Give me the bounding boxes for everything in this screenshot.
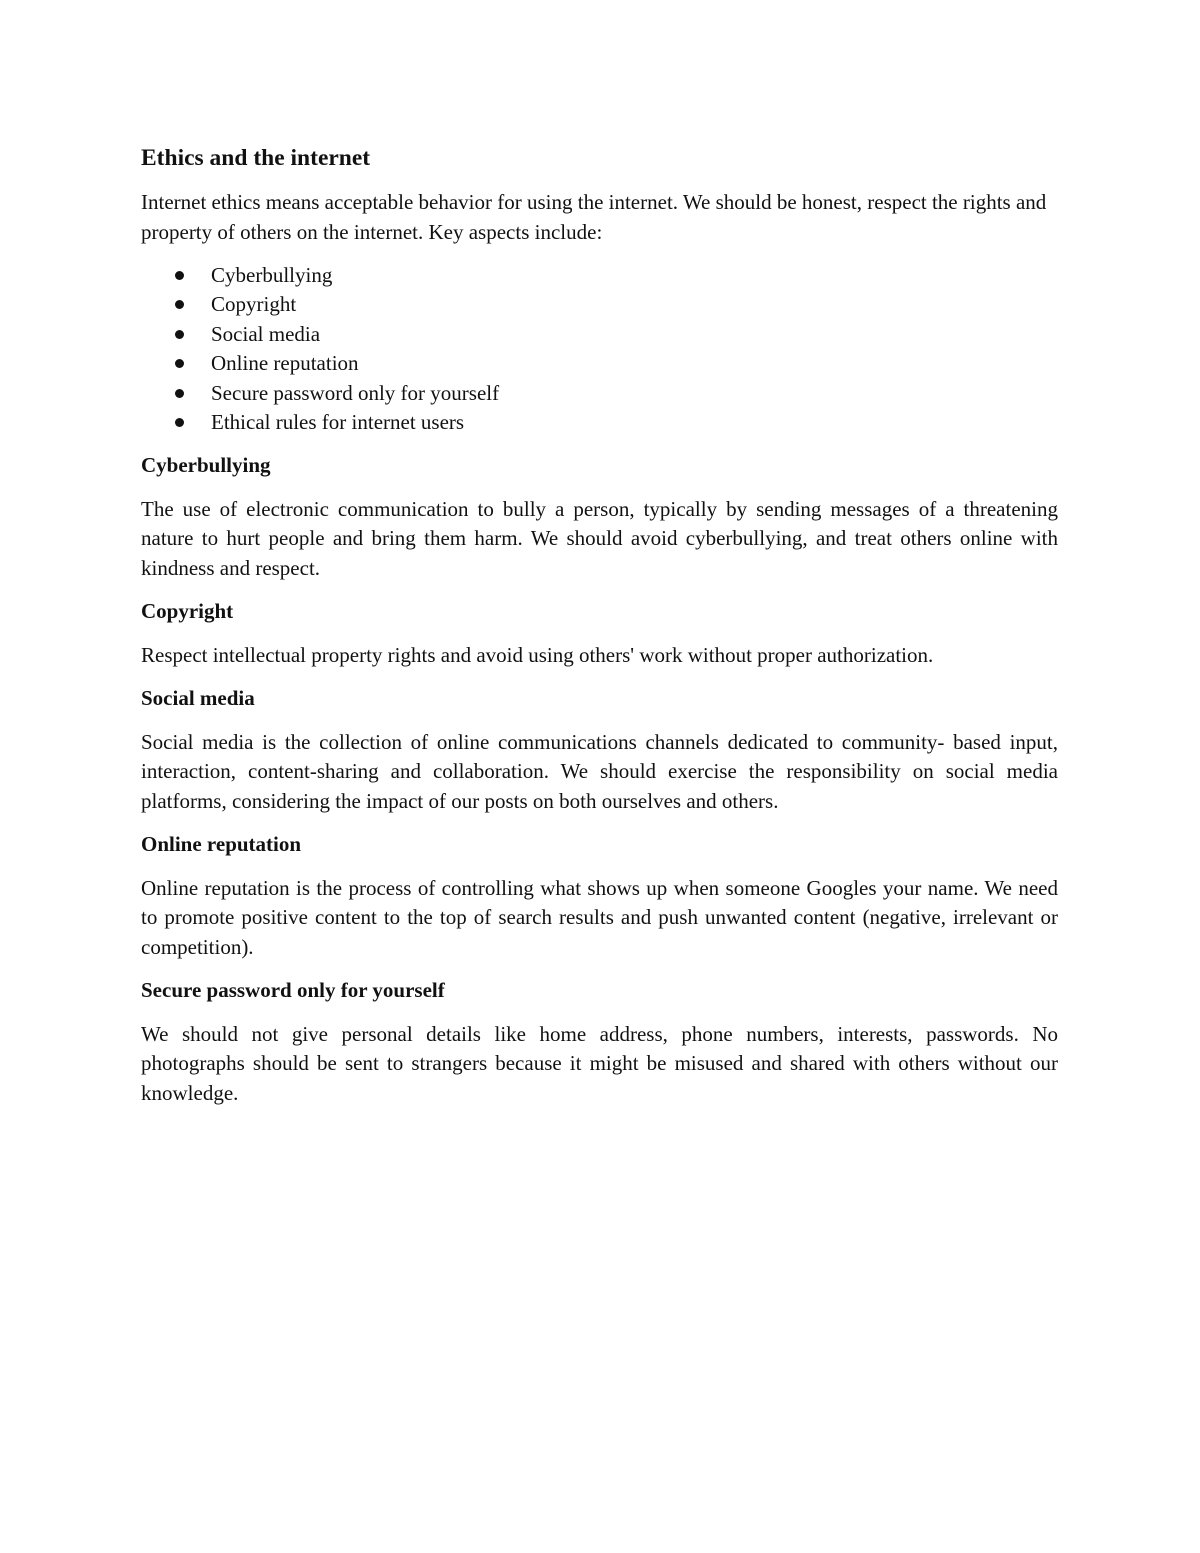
list-item: [141, 261, 1058, 290]
list-item: [141, 320, 1058, 349]
document-body: [141, 143, 1058, 1122]
list-item: [141, 379, 1058, 408]
list-item-label: Ethical rules for internet users: [211, 410, 465, 435]
list-item: [141, 349, 1058, 378]
list-item: [141, 290, 1058, 319]
section-body-social-media: Social media is the collection of online communications channels dedicated to community- based input, interaction, content-sharing and collaboration. We should exercise the responsibility on social media platforms, considering the impact of our posts on both ourselves and others.: [141, 729, 1058, 813]
list-item-label: Copyright: [211, 292, 297, 317]
bullet-icon: [175, 271, 184, 280]
section-heading-copyright: Copyright: [141, 599, 234, 624]
bullet-icon: [175, 359, 184, 368]
section-heading-online-reputation: Online reputation: [141, 832, 302, 857]
key-aspects-list: [141, 261, 1058, 437]
bullet-icon: [175, 300, 184, 309]
section-body-copyright: Respect intellectual property rights and avoid using others' work without proper authorization.: [141, 642, 934, 667]
document-title: Ethics and the internet: [141, 145, 371, 171]
section-heading-social-media: Social media: [141, 686, 255, 711]
section-body-secure-password: We should not give personal details like home address, phone numbers, interests, passwords. No photographs should be sent to strangers because it might be misused and shared with others without our knowledge.: [141, 1021, 1058, 1105]
list-item-label: Cyberbullying: [211, 263, 333, 287]
list-item-label: Online reputation: [211, 351, 359, 376]
bullet-icon: [175, 330, 184, 339]
intro-paragraph: Internet ethics means acceptable behavior for using the internet. We should be honest, respect the rights and property of others on the internet. Key aspects include:: [141, 190, 1047, 244]
list-item-label: Social media: [211, 321, 321, 346]
section-heading-secure-password: Secure password only for yourself: [141, 978, 445, 1003]
section-body-cyberbullying: The use of electronic communication to bully a person, typically by sending messages of a threatening nature to hurt people and bring them harm. We should avoid cyberbullying, and treat others online with kindness and respect.: [141, 496, 1058, 580]
section-body-online-reputation: Online reputation is the process of controlling what shows up when someone Googles your name. We need to promote positive content to the top of search results and push unwanted content (negative, irrelevant or competition).: [141, 875, 1058, 959]
bullet-icon: [175, 389, 184, 398]
list-item: [141, 408, 1058, 437]
list-item-label: Secure password only for yourself: [211, 380, 500, 405]
section-heading-cyberbullying: Cyberbullying: [141, 453, 271, 478]
bullet-icon: [175, 418, 184, 427]
